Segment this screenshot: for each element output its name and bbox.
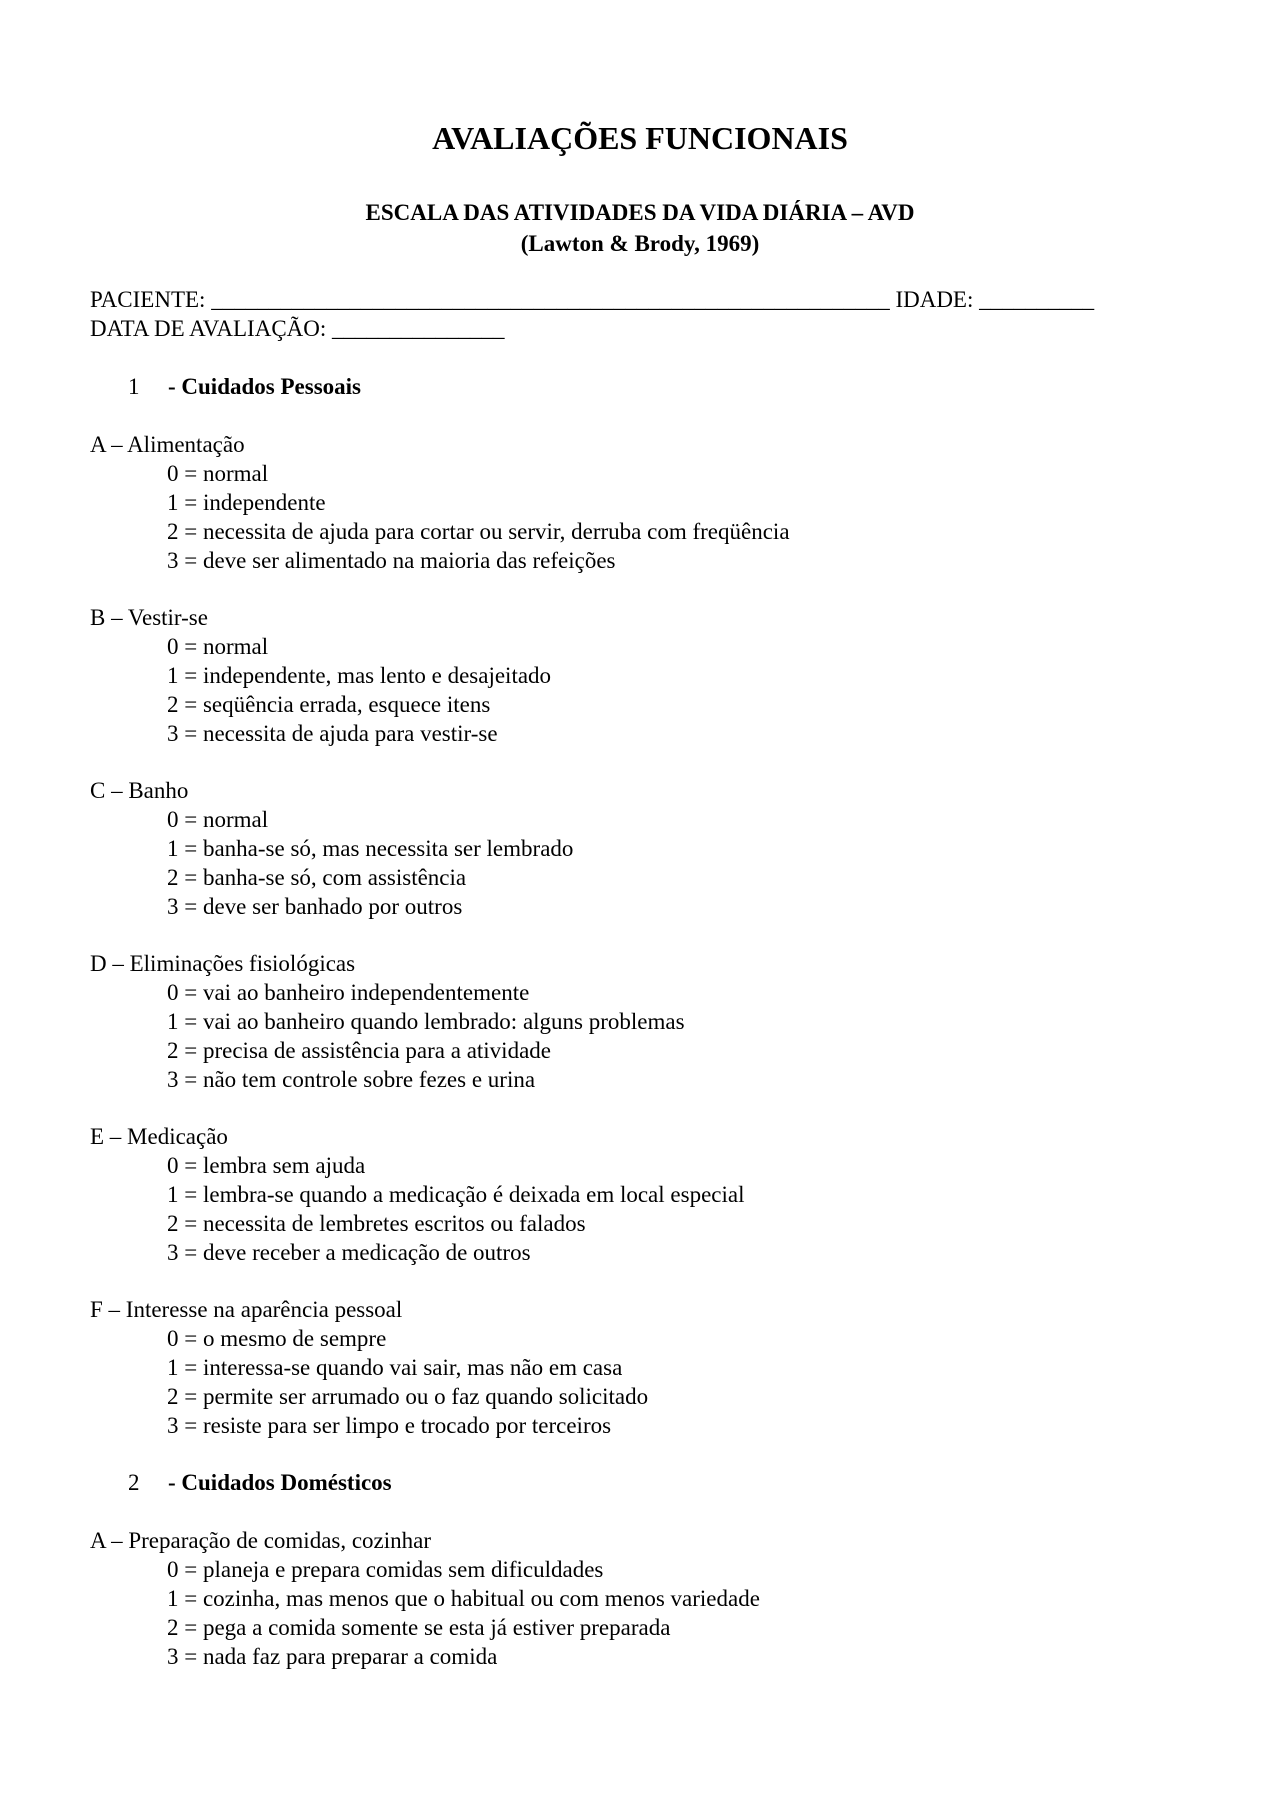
page-title: AVALIAÇÕES FUNCIONAIS xyxy=(432,120,848,156)
section-title: - Cuidados Pessoais xyxy=(168,374,361,399)
score-option: 0 = vai ao banheiro independentemente xyxy=(167,980,530,1005)
score-option: 1 = interessa-se quando vai sair, mas não em casa xyxy=(167,1355,623,1380)
section-heading xyxy=(90,372,1210,402)
spacer xyxy=(90,575,1210,603)
score-option: 1 = cozinha, mas menos que o habitual ou com menos variedade xyxy=(167,1586,760,1611)
score-option: 0 = o mesmo de sempre xyxy=(167,1326,387,1351)
score-option: 0 = lembra sem ajuda xyxy=(167,1153,366,1178)
scale-reference: (Lawton & Brody, 1969) xyxy=(520,231,760,256)
score-option: 3 = deve receber a medicação de outros xyxy=(167,1240,531,1265)
spacer xyxy=(90,1440,1210,1468)
spacer xyxy=(90,1094,1210,1122)
score-option: 1 = independente xyxy=(167,490,326,515)
section-number: 2 xyxy=(128,1470,140,1495)
score-option: 3 = não tem controle sobre fezes e urina xyxy=(167,1067,536,1092)
score-option: 3 = deve ser banhado por outros xyxy=(167,894,463,919)
score-option: 2 = seqüência errada, esquece itens xyxy=(167,692,491,717)
score-option: 3 = nada faz para preparar a comida xyxy=(167,1644,498,1669)
score-option: 2 = necessita de ajuda para cortar ou servir, derruba com freqüência xyxy=(167,519,790,544)
score-option: 1 = lembra-se quando a medicação é deixada em local especial xyxy=(167,1182,745,1207)
item-title: F – Interesse na aparência pessoal xyxy=(90,1297,403,1322)
item-title: C – Banho xyxy=(90,778,189,803)
score-option: 3 = resiste para ser limpo e trocado por terceiros xyxy=(167,1413,612,1438)
spacer xyxy=(90,748,1210,776)
score-option: 1 = independente, mas lento e desajeitado xyxy=(167,663,552,688)
score-option: 0 = planeja e prepara comidas sem dificuldades xyxy=(167,1557,604,1582)
item-title: A – Alimentação xyxy=(90,432,245,457)
score-option: 0 = normal xyxy=(167,807,269,832)
score-option: 3 = necessita de ajuda para vestir-se xyxy=(167,721,498,746)
score-option: 3 = deve ser alimentado na maioria das refeições xyxy=(167,548,616,573)
section-number: 1 xyxy=(128,374,140,399)
score-option: 2 = necessita de lembretes escritos ou falados xyxy=(167,1211,586,1236)
spacer xyxy=(90,1267,1210,1295)
section-title: - Cuidados Domésticos xyxy=(168,1470,392,1495)
item-title: B – Vestir-se xyxy=(90,605,208,630)
score-option: 1 = vai ao banheiro quando lembrado: alguns problemas xyxy=(167,1009,685,1034)
spacer xyxy=(90,402,1210,430)
patient-age-field: PACIENTE: ___________________________________________________________ IDADE: __________ xyxy=(90,287,1095,312)
scale-title: ESCALA DAS ATIVIDADES DA VIDA DIÁRIA – AVD xyxy=(365,200,915,225)
scale-content xyxy=(90,372,1210,1671)
score-option: 2 = precisa de assistência para a atividade xyxy=(167,1038,551,1063)
score-option: 1 = banha-se só, mas necessita ser lembrado xyxy=(167,836,574,861)
item-title: D – Eliminações fisiológicas xyxy=(90,951,356,976)
spacer xyxy=(90,1498,1210,1526)
score-option: 0 = normal xyxy=(167,461,269,486)
score-option: 0 = normal xyxy=(167,634,269,659)
score-option: 2 = banha-se só, com assistência xyxy=(167,865,467,890)
score-option: 2 = pega a comida somente se esta já estiver preparada xyxy=(167,1615,671,1640)
spacer xyxy=(90,921,1210,949)
item-title: A – Preparação de comidas, cozinhar xyxy=(90,1528,432,1553)
evaluation-date-field: DATA DE AVALIAÇÃO: _______________ xyxy=(90,316,505,341)
item-title: E – Medicação xyxy=(90,1124,228,1149)
section-heading xyxy=(90,1468,1210,1498)
score-option: 2 = permite ser arrumado ou o faz quando solicitado xyxy=(167,1384,649,1409)
